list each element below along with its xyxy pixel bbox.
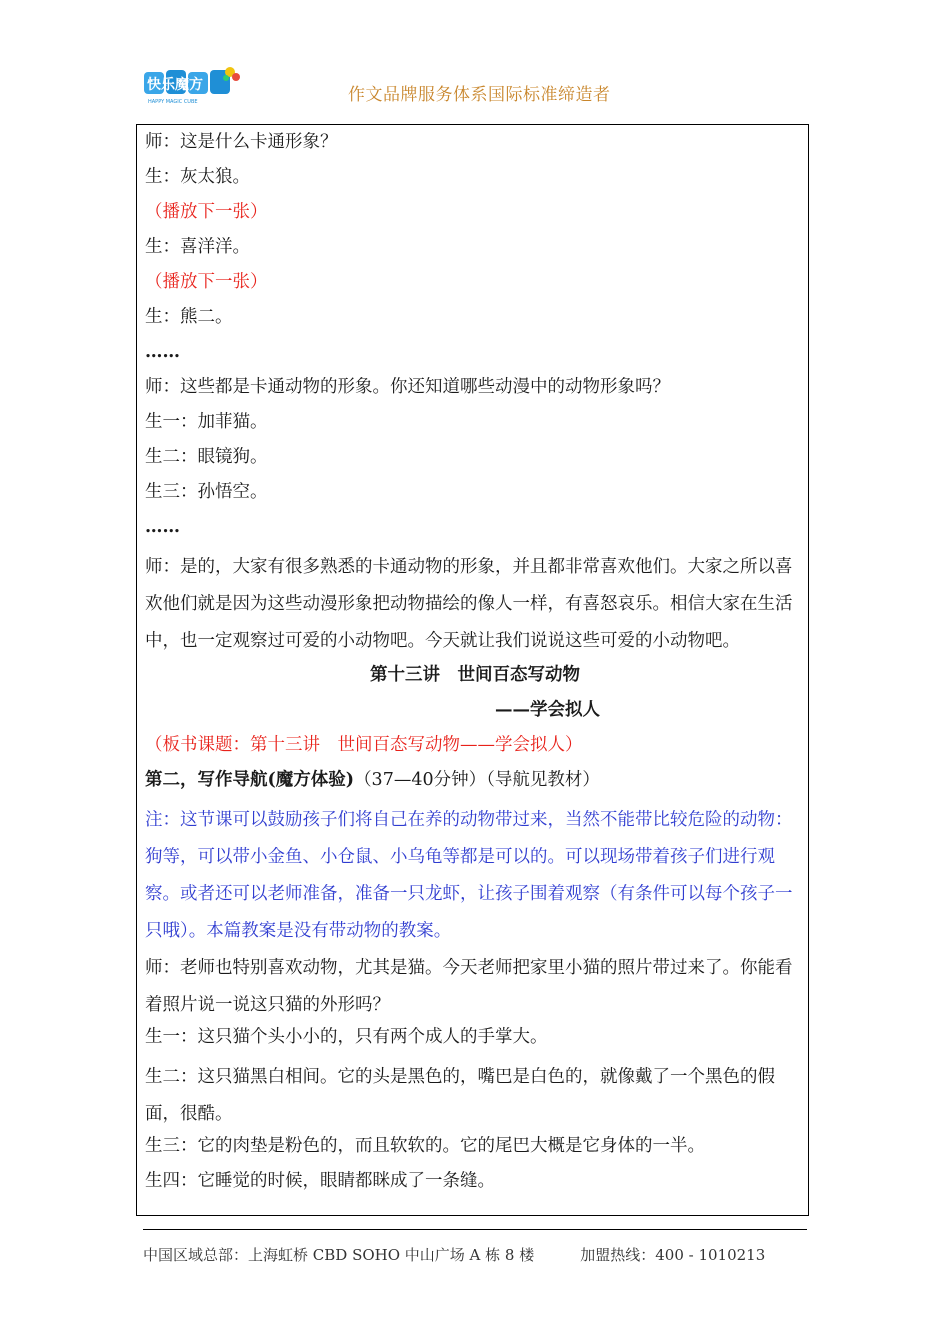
footer-address: 中国区域总部：上海虹桥 CBD SOHO 中山广场 A 栋 8 楼 [143,1246,535,1264]
dialogue-line: 师：这些都是卡通动物的形象。你还知道哪些动漫中的动物形象吗？ [145,377,670,397]
dialogue-paragraph: 师：是的，大家有很多熟悉的卡通动物的形象，并且都非常喜欢他们。大家之所以喜欢他们就是因为这些动漫形象把动物描绘的像人一样，有喜怒哀乐。相信大家在生活中，也一定观察过可爱的小动物吧。今天就让我们说说这些可爱的小动物吧。 [145,557,793,651]
stage-direction: （播放下一张） [145,202,268,222]
ellipsis: …… [145,517,180,537]
dialogue-line: 生三：它的肉垫是粉色的，而且软软的。它的尾巴大概是它身体的一半。 [145,1136,705,1156]
lesson-text [145,125,805,1203]
page-header [0,0,950,124]
board-note: （板书课题：第十三讲 世间百态写动物——学会拟人） [145,735,583,755]
dialogue-line: 生一：加菲猫。 [145,412,268,432]
dialogue-paragraph: 生二：这只猫黑白相间。它的头是黑色的，嘴巴是白色的，就像戴了一个黑色的假面，很酷。 [145,1067,775,1124]
dialogue-line: 生四：它睡觉的时候，眼睛都眯成了一条缝。 [145,1171,495,1191]
dialogue-line: 生：熊二。 [145,307,233,327]
footer-divider [143,1229,807,1230]
dialogue-line: 生：喜洋洋。 [145,237,250,257]
dialogue-line: 师：这是什么卡通形象？ [145,132,338,152]
ellipsis: …… [145,342,180,362]
teacher-note: 注：这节课可以鼓励孩子们将自己在养的动物带过来，当然不能带比较危险的动物：狗等，可以带小金鱼、小仓鼠、小乌龟等都是可以的。可以现场带着孩子们进行观察。或者还可以老师准备，准备一只龙虾，让孩子围着观察（有条件可以每个孩子一只哦）。本篇教案是没有带动物的教案。 [145,810,793,941]
lesson-title: 第十三讲 世间百态写动物 [370,665,580,685]
dialogue-paragraph: 师：老师也特别喜欢动物，尤其是猫。今天老师把家里小猫的照片带过来了。你能看着照片说一说这只猫的外形吗？ [145,958,793,1015]
footer-hotline: 加盟热线：400 - 1010213 [580,1246,766,1264]
happy-magic-cube-logo [142,66,242,106]
stage-direction: （播放下一张） [145,272,268,292]
svg-text:快乐魔方: 快乐魔方 [147,77,203,93]
dialogue-line: 生三：孙悟空。 [145,482,268,502]
section-meta: （37—40分钟）（导航见教材） [354,770,600,790]
lesson-content-box [136,124,809,1216]
lesson-subtitle: ——学会拟人 [495,700,600,720]
slogan: 作文品牌服务体系国际标准缔造者 [348,85,611,105]
dialogue-line: 生二：眼镜狗。 [145,447,268,467]
svg-text:HAPPY MAGIC CUBE: HAPPY MAGIC CUBE [148,99,198,105]
dialogue-line: 生：灰太狼。 [145,167,250,187]
section-title: 第二，写作导航(魔方体验) [145,770,355,790]
section-heading [145,767,805,802]
page-footer [143,1244,765,1265]
dialogue-line: 生一：这只猫个头小小的，只有两个成人的手掌大。 [145,1027,548,1047]
